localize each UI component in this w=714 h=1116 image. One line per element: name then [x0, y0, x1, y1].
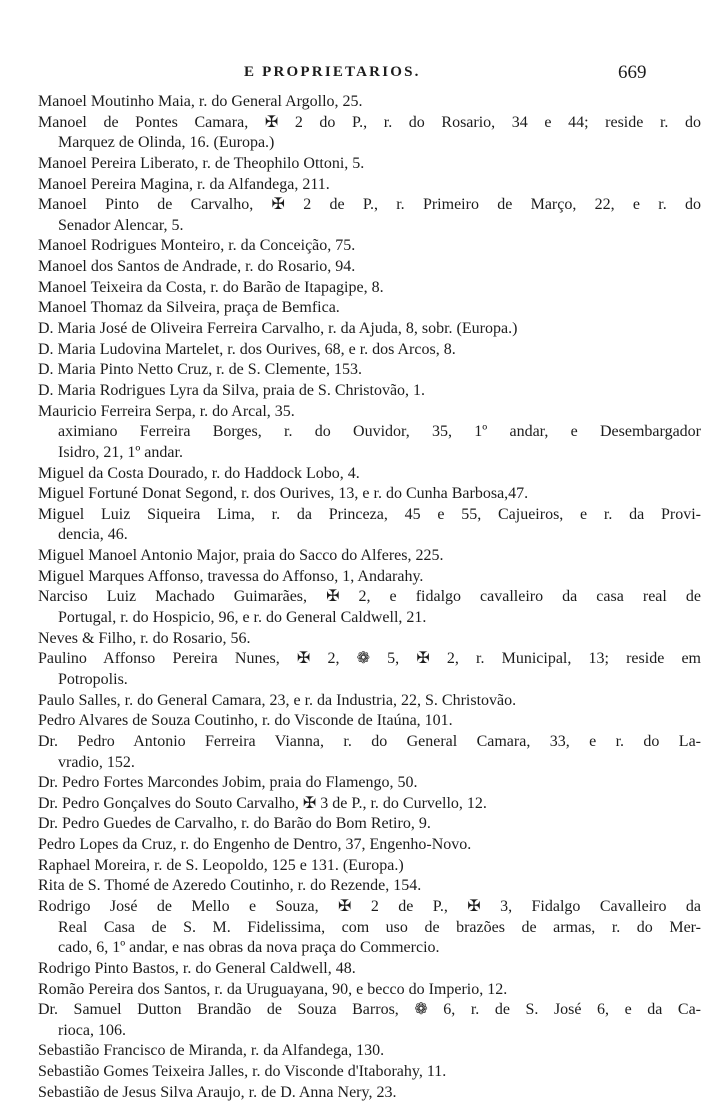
directory-entry [38, 278, 701, 299]
entry-line: Manoel Thomaz da Silveira, praça de Bemfica. [38, 299, 340, 317]
entry-continuation-line: Real Casa de S. M. Fidelissima, com uso de brazões de armas, r. do Mer- [58, 918, 701, 936]
directory-entry [38, 402, 701, 423]
entry-line: Manoel Moutinho Maia, r. do General Argollo, 25. [38, 93, 363, 110]
entry-line: Rodrigo Pinto Bastos, r. do General Caldwell, 48. [38, 959, 356, 977]
entry-line: Manoel de Pontes Camara, ✠ 2 do P., r. do Rosario, 34 e 44; reside r. do [38, 113, 701, 131]
entry-line: Dr. Pedro Fortes Marcondes Jobim, praia do Flamengo, 50. [38, 774, 418, 792]
entry-continuation-line: dencia, 46. [58, 526, 128, 544]
page-number: 669 [618, 62, 647, 83]
entry-line: Dr. Samuel Dutton Brandão de Souza Barros, ❁ 6, r. de S. José 6, e da Ca- [38, 1001, 701, 1019]
entry-line: Dr. Pedro Antonio Ferreira Vianna, r. do General Camara, 33, e r. do La- [38, 732, 701, 750]
entry-line: Raphael Moreira, r. de S. Leopoldo, 125 e 131. (Europa.) [38, 856, 404, 874]
entry-line: Miguel Luiz Siqueira Lima, r. da Princeza, 45 e 55, Cajueiros, e r. da Provi- [38, 505, 701, 523]
directory-entry [38, 691, 701, 712]
entry-line: D. Maria Pinto Netto Cruz, r. de S. Clemente, 153. [38, 361, 362, 379]
directory-entry [38, 1062, 701, 1083]
entry-line: Pedro Lopes da Cruz, r. do Engenho de Dentro, 37, Engenho-Novo. [38, 836, 472, 854]
directory-entry [38, 876, 701, 897]
entry-line: Miguel da Costa Dourado, r. do Haddock Lobo, 4. [38, 464, 360, 482]
directory-entry [38, 856, 701, 877]
directory-entry [38, 92, 701, 113]
directory-entry [38, 546, 701, 567]
directory-entry [38, 794, 701, 815]
entry-line: Paulino Affonso Pereira Nunes, ✠ 2, ❁ 5, ✠ 2, r. Municipal, 13; reside em [38, 650, 701, 668]
entry-line: D. Maria Ludovina Martelet, r. dos Ourives, 68, e r. dos Arcos, 8. [38, 340, 456, 358]
entry-line: Dr. Pedro Gonçalves do Souto Carvalho, ✠ 3 de P., r. do Curvello, 12. [38, 794, 487, 812]
entry-continuation-line: cado, 6, 1º andar, e nas obras da nova praça do Commercio. [58, 939, 440, 957]
directory-entry [38, 814, 701, 835]
entry-line: Sebastião de Jesus Silva Araujo, r. de D. Anna Nery, 23. [38, 1083, 397, 1101]
directory-entry [38, 236, 701, 257]
entry-line: Narciso Luiz Machado Guimarães, ✠ 2, e fidalgo cavalleiro da casa real de [38, 588, 701, 606]
directory-entry [38, 773, 701, 794]
directory-entry [38, 649, 701, 690]
directory-entry [38, 381, 701, 402]
directory-entry [38, 897, 701, 959]
directory-entry [38, 422, 701, 463]
directory-entry [38, 959, 701, 980]
directory-entry [38, 195, 701, 236]
entry-continuation-line: Isidro, 21, 1º andar. [58, 443, 183, 461]
directory-entry [38, 629, 701, 650]
directory-entry [38, 319, 701, 340]
entry-line: Mauricio Ferreira Serpa, r. do Arcal, 35. [38, 402, 295, 420]
directory-entry [38, 732, 701, 773]
entry-line: Neves & Filho, r. do Rosario, 56. [38, 629, 251, 647]
entry-line: Pedro Alvares de Souza Coutinho, r. do Visconde de Itaúna, 101. [38, 712, 453, 730]
entry-line: aximiano Ferreira Borges, r. do Ouvidor, 35, 1º andar, e Desembargador [58, 423, 701, 441]
entry-continuation-line: Portugal, r. do Hospicio, 96, e r. do General Caldwell, 21. [58, 609, 427, 627]
entry-line: Sebastião Francisco de Miranda, r. da Alfandega, 130. [38, 1042, 385, 1060]
entry-line: Miguel Manoel Antonio Major, praia do Sacco do Alferes, 225. [38, 547, 444, 565]
entry-line: Romão Pereira dos Santos, r. da Uruguayana, 90, e becco do Imperio, 12. [38, 980, 508, 998]
entry-line: Manoel Teixeira da Costa, r. do Barão de Itapagipe, 8. [38, 278, 384, 296]
entry-line: Sebastião Gomes Teixeira Jalles, r. do Visconde d'Itaborahy, 11. [38, 1063, 447, 1081]
entry-line: Manoel dos Santos de Andrade, r. do Rosario, 94. [38, 258, 356, 276]
entry-line: Manoel Pereira Liberato, r. de Theophilo Ottoni, 5. [38, 154, 365, 172]
directory-entry [38, 505, 701, 546]
directory-entry [38, 113, 701, 154]
entry-continuation-line: Marquez de Olinda, 16. (Europa.) [58, 134, 275, 152]
entry-line: Dr. Pedro Guedes de Carvalho, r. do Barão do Bom Retiro, 9. [38, 815, 431, 833]
directory-entry [38, 298, 701, 319]
directory-entry [38, 835, 701, 856]
directory-entry [38, 340, 701, 361]
directory-entry [38, 464, 701, 485]
directory-entry [38, 1000, 701, 1041]
entry-continuation-line: vradio, 152. [58, 753, 135, 771]
directory-entry [38, 567, 701, 588]
entry-line: Manoel Pereira Magina, r. da Alfandega, 211. [38, 175, 330, 193]
directory-entry [38, 257, 701, 278]
directory-entry [38, 1041, 701, 1062]
directory-entry [38, 980, 701, 1001]
directory-entry [38, 360, 701, 381]
entry-line: Paulo Salles, r. do General Camara, 23, e r. da Industria, 22, S. Christovão. [38, 691, 517, 709]
directory-entries [38, 92, 701, 1103]
directory-entry [38, 175, 701, 196]
entry-line: D. Maria Rodrigues Lyra da Silva, praia de S. Christovão, 1. [38, 381, 426, 399]
entry-line: Rodrigo José de Mello e Souza, ✠ 2 de P., ✠ 3, Fidalgo Cavalleiro da [38, 897, 701, 915]
entry-continuation-line: Senador Alencar, 5. [58, 216, 184, 234]
entry-continuation-line: Potropolis. [58, 670, 128, 688]
directory-entry [38, 154, 701, 175]
page-header [0, 62, 714, 86]
directory-entry [38, 1083, 701, 1104]
entry-line: Miguel Fortuné Donat Segond, r. dos Ourives, 13, e r. do Cunha Barbosa,47. [38, 485, 529, 503]
directory-entry [38, 587, 701, 628]
directory-entry [38, 711, 701, 732]
entry-continuation-line: rioca, 106. [58, 1021, 126, 1039]
entry-line: Miguel Marques Affonso, travessa do Affonso, 1, Andarahy. [38, 567, 424, 585]
entry-line: D. Maria José de Oliveira Ferreira Carvalho, r. da Ajuda, 8, sobr. (Europa.) [38, 320, 518, 338]
entry-line: Manoel Rodrigues Monteiro, r. da Conceição, 75. [38, 237, 356, 255]
running-title: E PROPRIETARIOS. [244, 64, 421, 80]
entry-line: Rita de S. Thomé de Azeredo Coutinho, r. do Rezende, 154. [38, 877, 422, 895]
entry-line: Manoel Pinto de Carvalho, ✠ 2 de P., r. Primeiro de Março, 22, e r. do [38, 196, 701, 214]
directory-entry [38, 484, 701, 505]
